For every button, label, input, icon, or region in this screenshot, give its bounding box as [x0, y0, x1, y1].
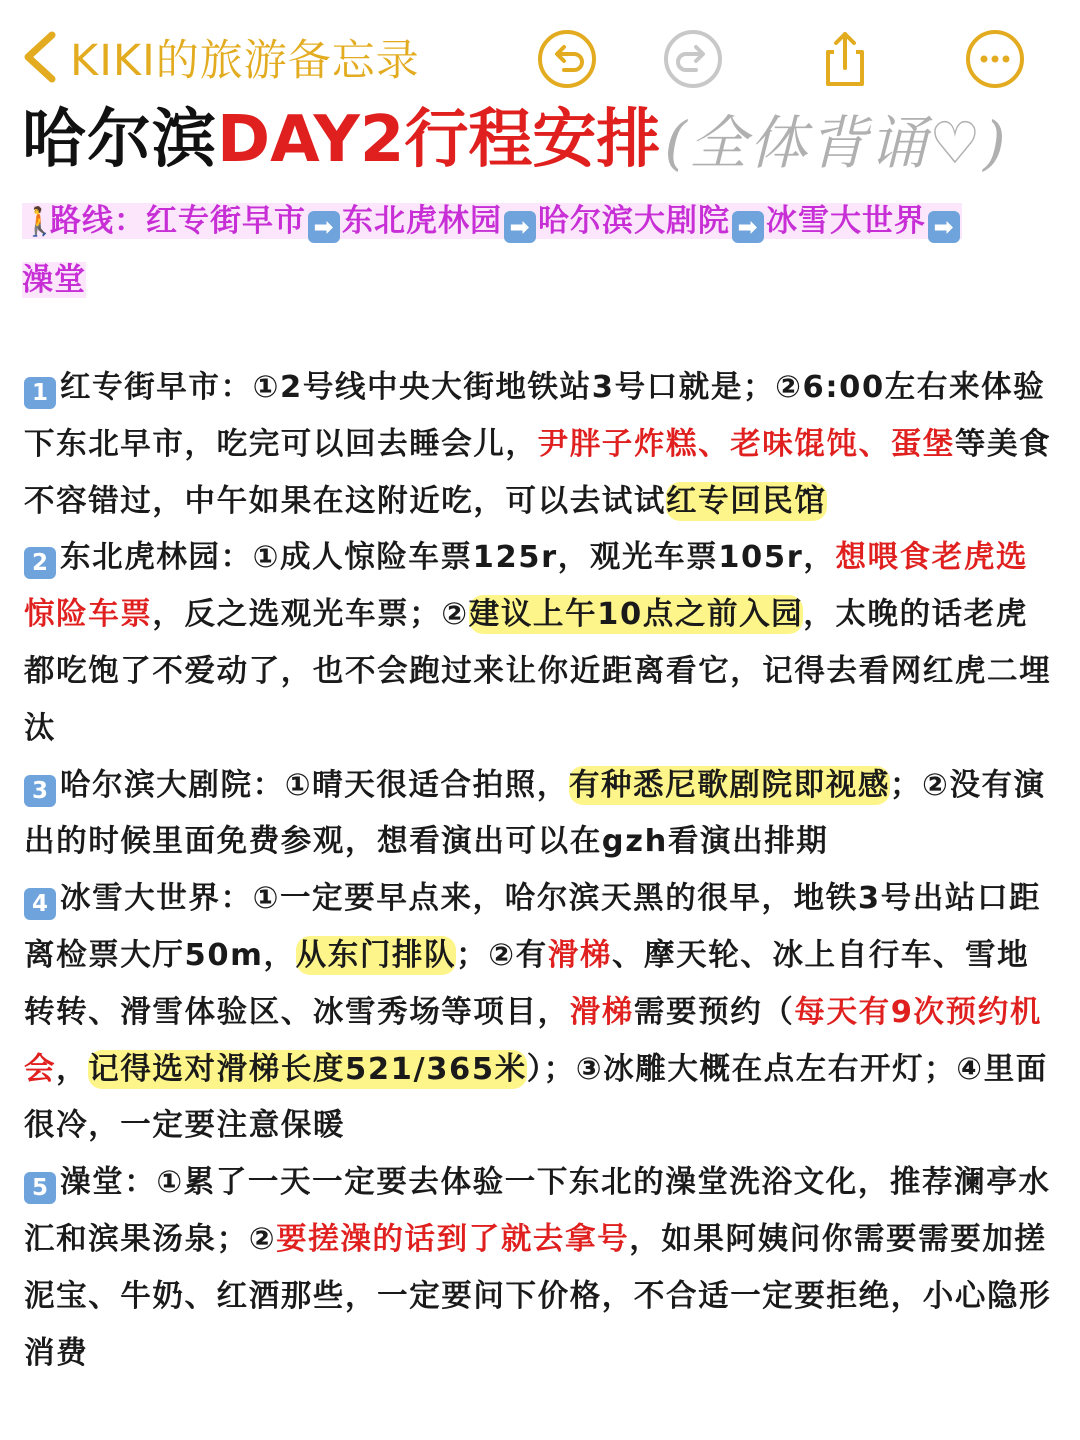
arrow-right-icon: ➡: [308, 211, 340, 243]
red-emphasis-text: 想喂食老虎选惊险车票: [24, 540, 1029, 633]
highlighted-text: 红专回民馆: [666, 483, 827, 519]
red-emphasis-text: 要搓澡的话到了就去拿号: [276, 1221, 630, 1257]
route-highlight: [22, 203, 962, 298]
section-text: 需要预约（: [633, 994, 795, 1030]
headline-day: DAY2行程安排: [217, 103, 661, 177]
section-title: 哈尔滨大剧院：: [60, 767, 285, 803]
route-stop: 东北虎林园: [342, 203, 502, 239]
redo-button[interactable]: [662, 28, 724, 90]
section-title: 冰雪大世界：: [60, 881, 253, 917]
section-text: ，: [56, 1051, 89, 1087]
highlighted-text: 建议上午10点之前入园: [468, 597, 804, 633]
undo-icon: [536, 28, 598, 90]
section-text: ①成人惊险车票125r，观光车票105r，: [252, 540, 836, 576]
itinerary-section: [24, 1155, 1060, 1382]
share-icon: [814, 28, 876, 90]
section-text: 、摩天轮、冰上自行车、雪地转转、滑雪体验区、冰雪秀场等项目，: [24, 937, 1030, 1030]
more-icon: [964, 28, 1026, 90]
headline-city: 哈尔滨: [22, 103, 217, 177]
itinerary-section: [24, 530, 1060, 757]
number-badge-icon: 5: [24, 1172, 56, 1204]
back-button[interactable]: [18, 22, 420, 92]
note-body: [24, 360, 1060, 1382]
section-text: ①晴天很适合拍照，: [284, 767, 569, 803]
route-stop: 冰雪大世界: [766, 203, 926, 239]
itinerary-section: [24, 871, 1060, 1155]
highlighted-text: 记得选对滑梯长度521/365米: [88, 1051, 527, 1087]
section-text: 等美食不容错过，中午如果在这附近吃，可以去试试: [24, 426, 1052, 519]
section-title: 红专街早市：: [60, 370, 253, 405]
chevron-left-icon: [18, 27, 62, 87]
share-button[interactable]: [814, 28, 876, 90]
route-prefix: 路线：: [50, 203, 146, 239]
itinerary-section: [24, 360, 1060, 530]
section-text: ；②没有演出的时候里面免费参观，想看演出可以在gzh看演出排期: [24, 767, 1046, 860]
note-headline: [22, 100, 1008, 180]
red-emphasis-text: 尹胖子炸糕、老味馄饨、蛋堡: [537, 426, 955, 462]
section-title: 东北虎林园：: [60, 540, 253, 576]
section-text: ）；③冰雕大概在点左右开灯；④里面很冷，一定要注意保暖: [24, 1051, 1048, 1144]
arrow-right-icon: ➡: [504, 211, 536, 243]
red-emphasis-text: 滑梯: [569, 994, 634, 1030]
route-stop: 澡堂: [22, 262, 86, 298]
number-badge-icon: 3: [24, 775, 56, 807]
section-title: 澡堂：: [60, 1165, 157, 1201]
section-text: ①一定要早点来，哈尔滨天黑的很早，地铁3号出站口距离检票大厅50m，: [24, 881, 1042, 973]
section-text: ，反之选观光车票；②: [152, 597, 469, 633]
route-stop: 红专街早市: [146, 203, 306, 239]
undo-button[interactable]: [536, 28, 598, 90]
section-text: ，太晚的话老虎都吃饱了不爱动了，也不会跑过来让你近距离看它，记得去看网红虎二埋汰: [24, 597, 1052, 746]
highlighted-text: 有种悉尼歌剧院即视感: [568, 767, 890, 803]
red-emphasis-text: 每天有9次预约机会: [24, 994, 1042, 1087]
section-text: ；②有: [456, 937, 548, 973]
arrow-right-icon: ➡: [732, 211, 764, 243]
section-text: ，如果阿姨问你需要需要加搓泥宝、牛奶、红酒那些，一定要问下价格，不合适一定要拒绝，小心隐形消费: [24, 1221, 1052, 1371]
number-badge-icon: 4: [24, 888, 56, 920]
headline-handwritten: (全体背诵♡): [664, 109, 1008, 177]
number-badge-icon: 2: [24, 547, 56, 579]
route-stop: 哈尔滨大剧院: [538, 203, 730, 239]
red-emphasis-text: 滑梯: [547, 937, 612, 973]
section-text: ①2号线中央大街地铁站3号口就是；②6:00左右来体验下东北早市，吃完可以回去睡会儿，: [24, 370, 1046, 462]
redo-icon: [662, 28, 724, 90]
more-button[interactable]: [964, 28, 1026, 90]
route-line: [22, 192, 1062, 309]
walking-person-icon: 🚶: [22, 205, 58, 238]
highlighted-text: 从东门排队: [295, 937, 457, 973]
note-folder-title: KIKI的旅游备忘录: [70, 35, 420, 86]
number-badge-icon: 1: [24, 377, 56, 409]
section-text: ①累了一天一定要去体验一下东北的澡堂洗浴文化，推荐澜亭水汇和滨果汤泉；②: [24, 1165, 1051, 1257]
itinerary-section: [24, 758, 1060, 872]
arrow-right-icon: ➡: [928, 211, 960, 243]
